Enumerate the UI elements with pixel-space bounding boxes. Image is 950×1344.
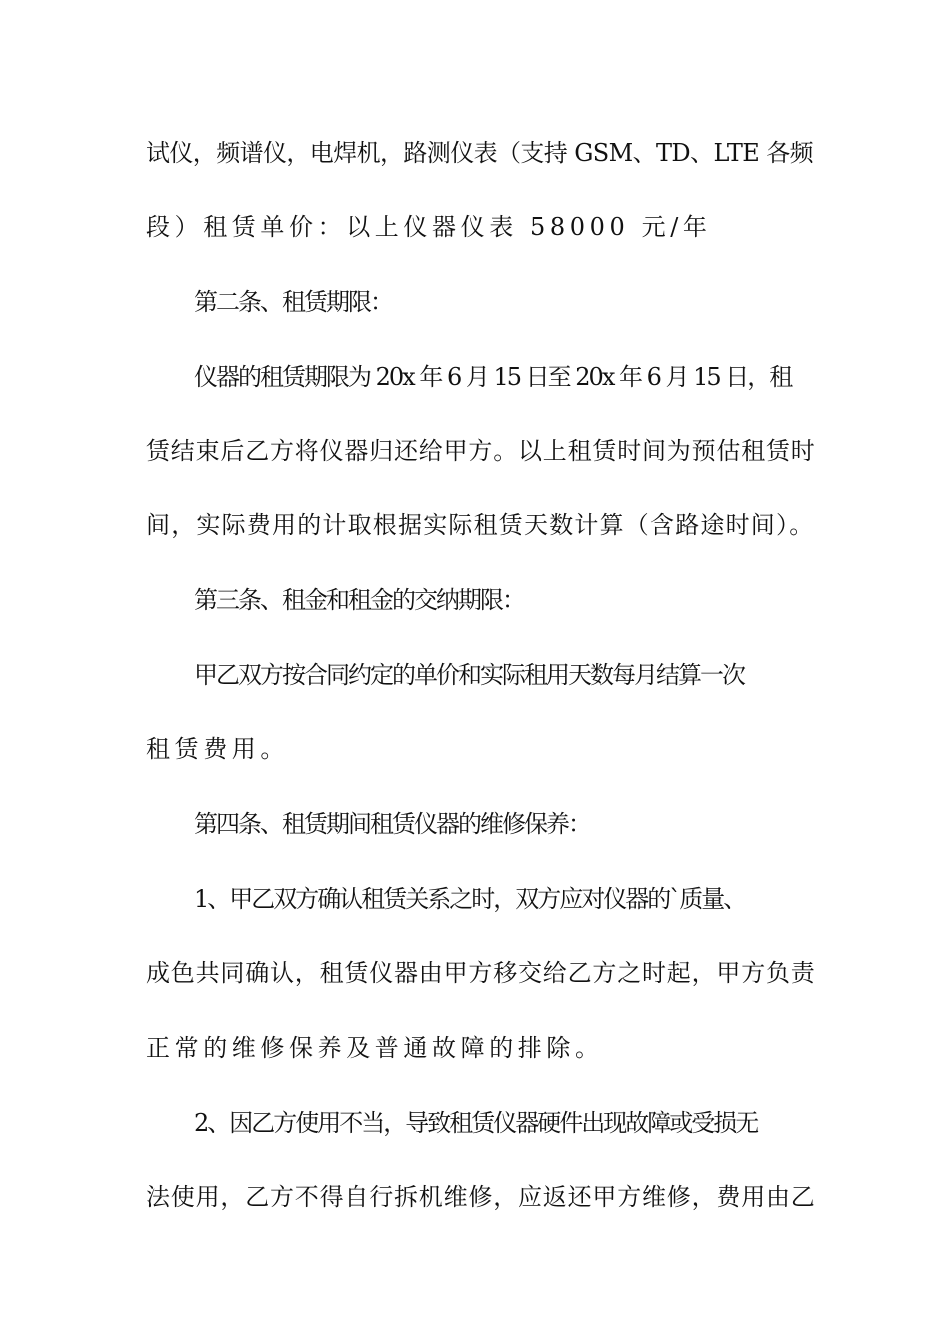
- text-line: 成色共同确认，租赁仪器由甲方移交给乙方之时起，甲方负责: [146, 959, 816, 987]
- text-line: 法使用，乙方不得自行拆机维修，应返还甲方维修，费用由乙: [146, 1183, 816, 1211]
- text-line: 试仪，频谱仪，电焊机，路测仪表（支持 GSM、TD、LTE 各频: [146, 139, 814, 167]
- section-heading: 第三条、租金和租金的交纳期限：: [194, 586, 524, 614]
- paragraph-start: 1、甲乙双方确认租赁关系之时，双方应对仪器的`质量、: [194, 885, 746, 913]
- paragraph-start: 甲乙双方按合同约定的单价和实际租用天数每月结算一次: [194, 661, 744, 689]
- text-line: 租赁费用。: [146, 735, 289, 763]
- text-line: 正常的维修保养及普通故障的排除。: [146, 1034, 604, 1062]
- text-line: 段）租赁单价：以上仪器仪表 58000 元/年: [146, 213, 712, 241]
- section-heading: 第四条、租赁期间租赁仪器的维修保养：: [194, 810, 590, 838]
- text-line: 间，实际费用的计取根据实际租赁天数计算（含路途时间）。: [146, 511, 815, 539]
- text-line: 赁结束后乙方将仪器归还给甲方。以上租赁时间为预估租赁时: [146, 437, 816, 465]
- paragraph-start: 2、因乙方使用不当，导致租赁仪器硬件出现故障或受损无: [194, 1109, 758, 1137]
- paragraph-start: 仪器的租赁期限为 20x 年 6 月 15 日至 20x 年 6 月 15 日，租: [194, 363, 792, 391]
- section-heading: 第二条、租赁期限：: [194, 288, 392, 316]
